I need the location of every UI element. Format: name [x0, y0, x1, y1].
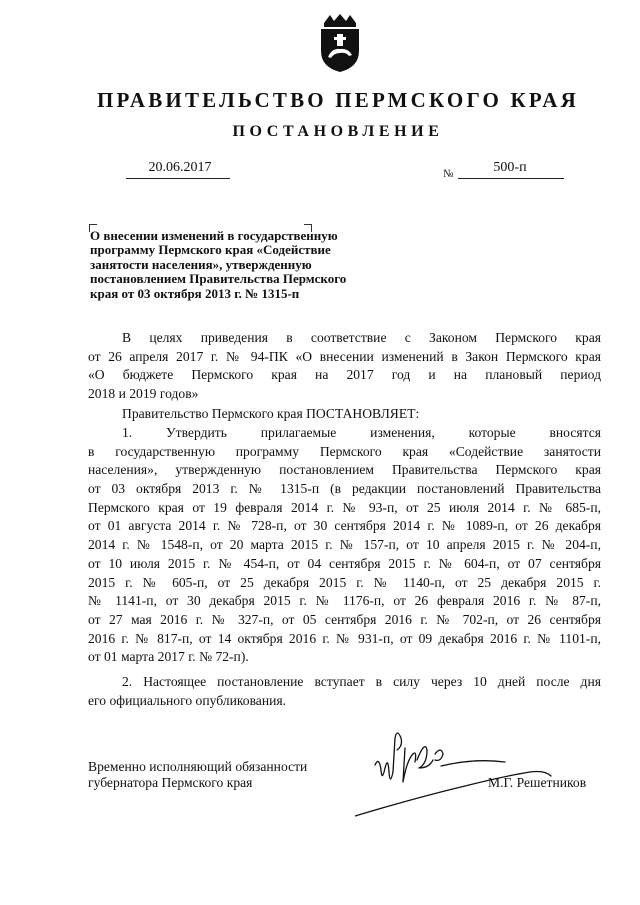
- text-line: от 01 марта 2017 г. № 72-п).: [88, 649, 249, 665]
- text-line: 2. Настоящее постановление вступает в силу через 10 дней после дня: [122, 674, 601, 689]
- text-line: Пермского края от 19 февраля 2014 г. № 93-п, от 25 июля 2014 г. № 685-п,: [88, 499, 601, 515]
- text-line: населения», утвержденную постановлением Правительства Пермского края: [88, 462, 601, 478]
- text-line: № 1141-п, от 30 декабря 2015 г. № 1176-п, от 26 февраля 2016 г. № 87-п,: [88, 593, 601, 609]
- position-line: Временно исполняющий обязанности: [88, 759, 308, 774]
- text-line: «О бюджете Пермского края на 2017 год и на плановый период: [88, 367, 601, 383]
- subject-line: программу Пермского края «Содействие: [90, 242, 331, 258]
- clause-2-paragraph: [88, 673, 601, 710]
- subject-line: О внесении изменений в государственную: [90, 228, 338, 243]
- date-underline: [126, 178, 230, 179]
- preamble-paragraph: [88, 329, 601, 404]
- text-line: 2018 и 2019 годов»: [88, 386, 199, 402]
- text-line: 2014 г. № 1548-п, от 20 марта 2015 г. № 157-п, от 10 апреля 2015 г. № 204-п,: [88, 537, 601, 553]
- document-date: 20.06.2017: [148, 160, 212, 175]
- text-line: от 01 августа 2014 г. № 728-п, от 30 сентября 2014 г. № 1089-п, от 26 декабря: [88, 518, 601, 534]
- signatory-position: [88, 759, 307, 790]
- subject-line: занятости населения», утвержденную: [90, 256, 312, 272]
- text-line: в государственную программу Пермского края «Содействие занятости: [88, 443, 601, 459]
- text-line: В целях приведения в соответствие с Законом Пермского края: [122, 330, 601, 345]
- text-line: от 27 мая 2016 г. № 327-п, от 05 сентября 2016 г. № 702-п, от 26 сентября: [88, 611, 601, 627]
- text-line: 2015 г. № 605-п, от 25 декабря 2015 г. № 1140-п, от 25 декабря 2015 г.: [88, 574, 601, 590]
- text-line: от 10 июля 2015 г. № 454-п, от 04 сентября 2015 г. № 604-п, от 07 сентября: [88, 555, 601, 571]
- document-type: ПОСТАНОВЛЕНИЕ: [232, 123, 444, 140]
- number-sign: №: [443, 168, 454, 180]
- document-number: 500-п: [493, 160, 527, 175]
- text-line: от 26 апреля 2017 г. № 94-ПК «О внесении изменений в Закон Пермского края: [88, 348, 601, 364]
- handwritten-signature: [355, 720, 555, 820]
- text-line: 1. Утвердить прилагаемые изменения, которые вносятся: [122, 425, 601, 440]
- position-line: губернатора Пермского края: [88, 774, 253, 790]
- government-title: ПРАВИТЕЛЬСТВО ПЕРМСКОГО КРАЯ: [96, 88, 579, 112]
- subject-line: края от 03 октября 2013 г. № 1315-п: [90, 285, 300, 301]
- clause-1-paragraph: [88, 424, 601, 667]
- perm-krai-coat-of-arms-icon: [318, 13, 362, 73]
- text-line: Правительство Пермского края ПОСТАНОВЛЯЕТ:: [122, 406, 420, 421]
- subject-line: постановлением Правительства Пермского: [90, 271, 347, 287]
- text-line: его официального опубликования.: [88, 692, 287, 708]
- document-subject: [90, 229, 390, 301]
- text-line: от 03 октября 2013 г. № 1315-п (в редакции постановлений Правительства: [88, 481, 601, 497]
- number-underline: [458, 178, 564, 179]
- text-line: 2016 г. № 817-п, от 14 октября 2016 г. № 931-п, от 09 декабря 2016 г. № 1101-п,: [88, 630, 601, 646]
- signatory-name: М.Г. Решетников: [488, 775, 587, 790]
- resolves-paragraph: [88, 405, 601, 424]
